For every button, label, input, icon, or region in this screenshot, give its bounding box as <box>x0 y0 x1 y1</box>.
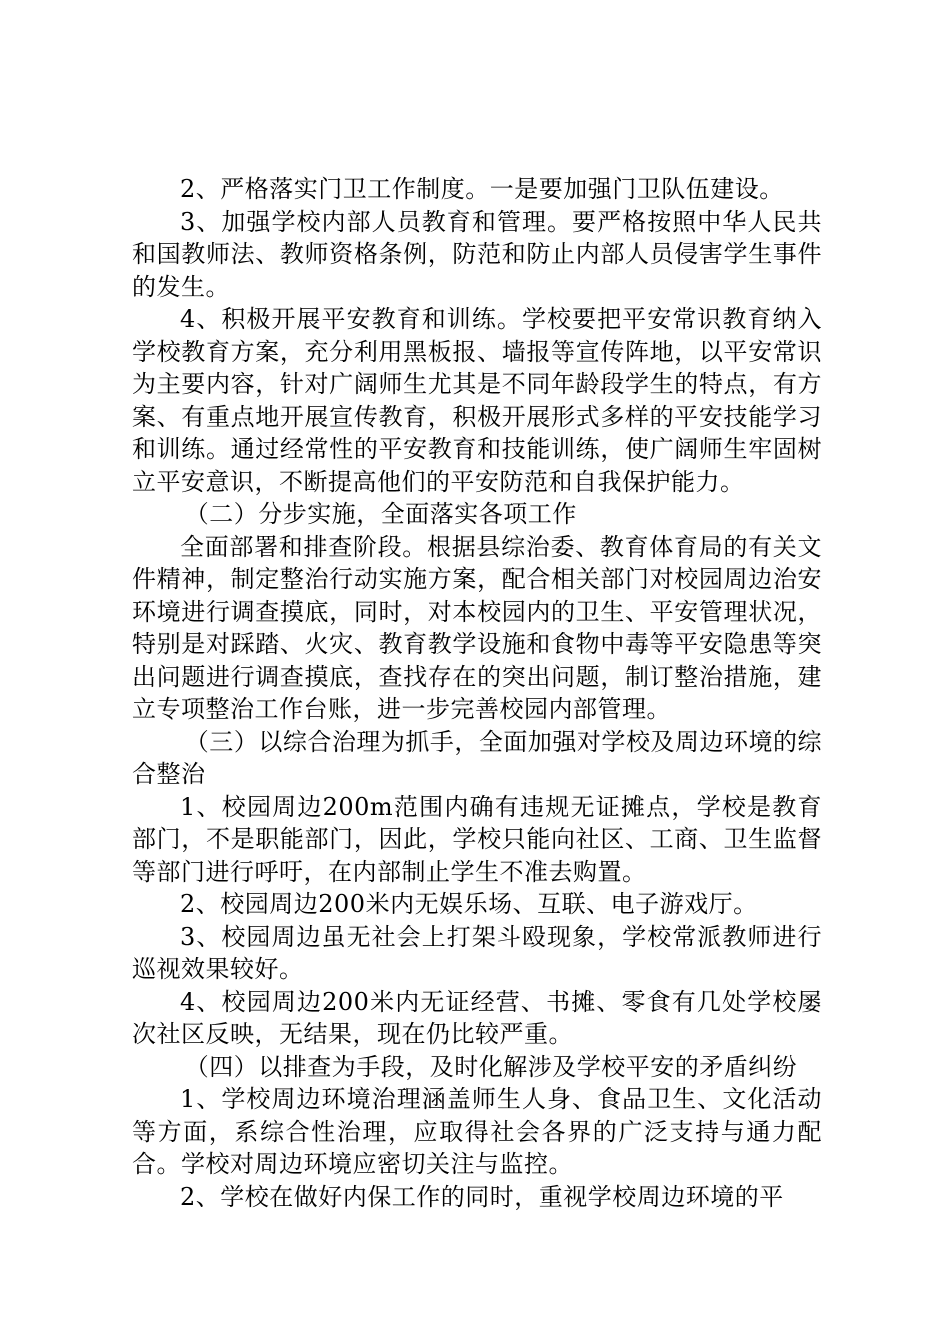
paragraph-internal-staff: 3、加强学校内部人员教育和管理。要严格按照中华人民共和国教师法、教师资格条例，防范和防止内部人员侵害学生事件的发生。 <box>132 207 822 301</box>
paragraph-safety-education: 4、积极开展平安教育和训练。学校要把平安常识教育纳入学校教育方案，充分利用黑板报、墙报等宣传阵地，以平安常识为主要内容，针对广阔师生尤其是不同年龄段学生的特点，有方案、有重点地开展宣传教育，积极开展形式多样的平安技能学习和训练。通过经常性的平安教育和技能训练，使广阔师生牢固树立平安意识，不断提高他们的平安防范和自我保护能力。 <box>132 305 822 496</box>
paragraph-comprehensive-governance: 1、学校周边环境治理涵盖师生人身、食品卫生、文化活动等方面，系综合性治理，应取得社会各界的广泛支持与通力配合。学校对周边环境应密切关注与监控。 <box>132 1085 822 1178</box>
section-heading-3: （三）以综合治理为抓手，全面加强对学校及周边环境的综合整治 <box>132 727 822 788</box>
document-body <box>132 173 822 1213</box>
paragraph-gatekeeper-system: 2、严格落实门卫工作制度。一是要加强门卫队伍建设。 <box>180 175 784 203</box>
paragraph-street-stalls: 1、校园周边200m范围内确有违规无证摊点，学校是教育部门，不是职能部门，因此，学校只能向社区、工商、卫生监督等部门进行呼吁，在内部制止学生不准去购置。 <box>132 792 822 886</box>
section-heading-4: （四）以排查为手段，及时化解涉及学校平安的矛盾纠纷 <box>184 1052 798 1081</box>
paragraph-unlicensed-business: 4、校园周边200米内无证经营、书摊、零食有几处学校屡次社区反映，无结果，现在仍比较严重。 <box>132 987 822 1048</box>
paragraph-no-entertainment: 2、校园周边200米内无娱乐场、互联、电子游戏厅。 <box>180 890 758 918</box>
section-heading-2: （二）分步实施，全面落实各项工作 <box>184 500 577 528</box>
paragraph-patrol: 3、校园周边虽无社会上打架斗殴现象，学校常派教师进行巡视效果较好。 <box>132 922 822 983</box>
paragraph-deployment-phase: 全面部署和排查阶段。根据县综治委、教育体育局的有关文件精神，制定整治行动实施方案，配合相关部门对校园周边治安环境进行调查摸底，同时，对本校园内的卫生、平安管理状况，特别是对踩踏、火灾、教育教学设施和食物中毒等平安隐患等突出问题进行调查摸底，查找存在的突出问题，制订整治措施，建立专项整治工作台账，进一步完善校园内部管理。 <box>132 532 822 723</box>
paragraph-internal-security: 2、学校在做好内保工作的同时，重视学校周边环境的平 <box>180 1182 784 1211</box>
